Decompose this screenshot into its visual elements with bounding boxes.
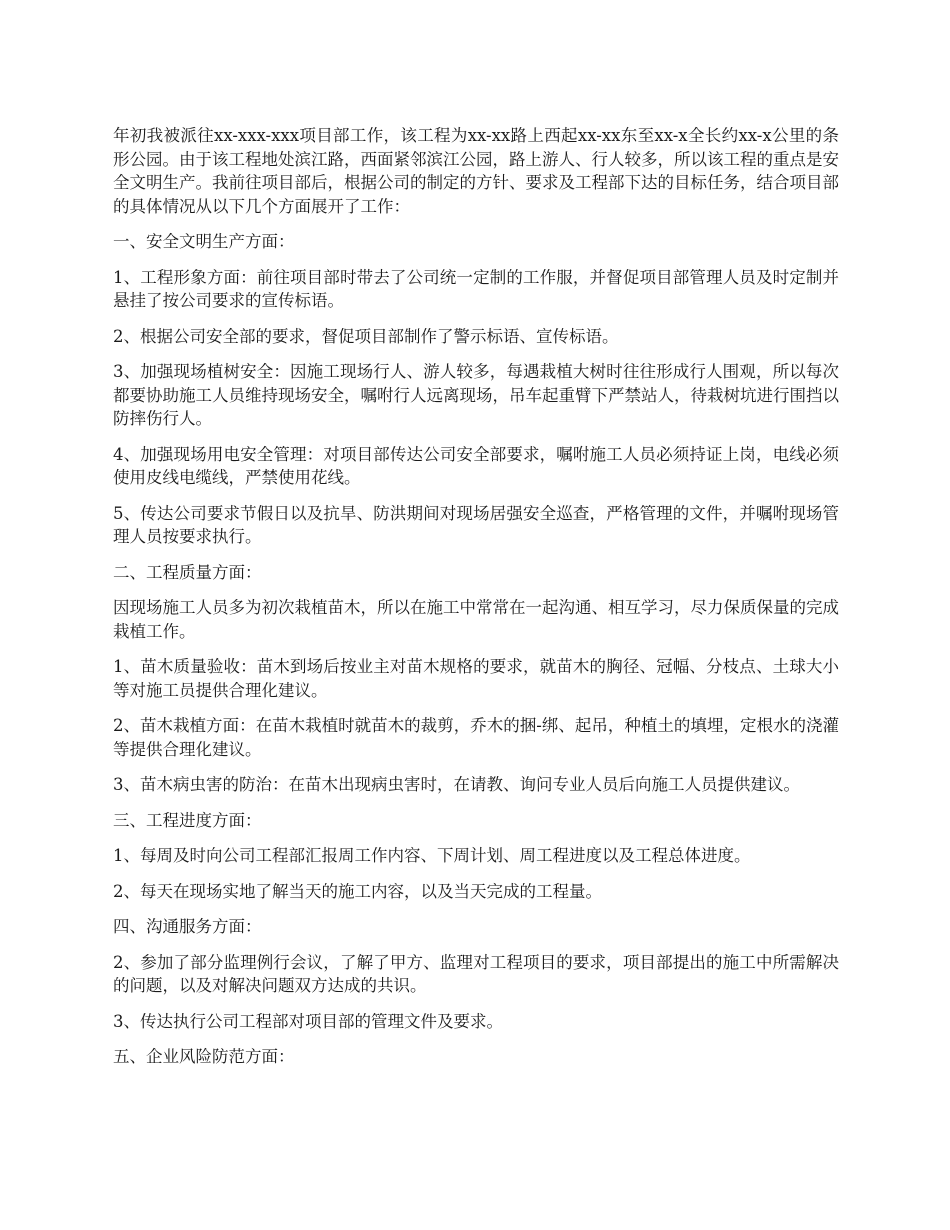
paragraph: 3、传达执行公司工程部对项目部的管理文件及要求。 [113, 1011, 503, 1031]
paragraph: 2、苗木栽植方面：在苗木栽植时就苗木的裁剪，乔木的捆-绑、起吊，种植土的填埋，定根水的浇灌等提供合理化建议。 [113, 716, 839, 759]
document-body [113, 124, 839, 1081]
section-heading-communication: 四、沟通服务方面： [113, 917, 262, 936]
paragraph: 3、加强现场植树安全：因施工现场行人、游人较多，每遇栽植大树时往往形成行人围观，所以每次都要协助施工人员维持现场安全，嘱咐行人远离现场，吊车起重臂下严禁站人，待栽树坑进行围挡以防摔伤行人。 [113, 362, 839, 428]
intro-paragraph: 年初我被派往xx-xxx-xxx项目部工作，该工程为xx-xx路上西起xx-xx东至xx-x全长约xx-x公里的条形公园。由于该工程地处滨江路，西面紧邻滨江公园，路上游人、行人较多，所以该工程的重点是安全文明生产。我前往项目部后，根据公司的制定的方针、要求及工程部下达的目标任务，结合项目部的具体情况从以下几个方面展开了工作： [113, 126, 839, 216]
paragraph: 因现场施工人员多为初次栽植苗木，所以在施工中常常在一起沟通、相互学习，尽力保质保量的完成栽植工作。 [113, 598, 839, 641]
section-heading-risk: 五、企业风险防范方面： [113, 1047, 295, 1066]
paragraph: 2、参加了部分监理例行会议，了解了甲方、监理对工程项目的要求，项目部提出的施工中所需解决的问题，以及对解决问题双方达成的共识。 [113, 952, 839, 995]
section-heading-quality: 二、工程质量方面： [113, 562, 262, 582]
paragraph: 3、苗木病虫害的防治：在苗木出现病虫害时，在请教、询问专业人员后向施工人员提供建议。 [113, 775, 800, 794]
paragraph: 4、加强现场用电安全管理：对项目部传达公司安全部要求，嘱咐施工人员必须持证上岗，电线必须使用皮线电缆线，严禁使用花线。 [113, 444, 839, 487]
paragraph: 1、每周及时向公司工程部汇报周工作内容、下周计划、周工程进度以及工程总体进度。 [113, 846, 751, 865]
paragraph: 1、工程形象方面：前往项目部时带去了公司统一定制的工作服，并督促项目部管理人员及时定制并悬挂了按公司要求的宣传标语。 [113, 267, 839, 310]
section-heading-safety: 一、安全文明生产方面： [113, 232, 295, 251]
paragraph: 2、每天在现场实地了解当天的施工内容，以及当天完成的工程量。 [113, 881, 602, 901]
paragraph: 1、苗木质量验收：苗木到场后按业主对苗木规格的要求，就苗木的胸径、冠幅、分枝点、土球大小等对施工员提供合理化建议。 [113, 657, 839, 700]
paragraph: 2、根据公司安全部的要求，督促项目部制作了警示标语、宣传标语。 [113, 326, 619, 346]
section-heading-progress: 三、工程进度方面： [113, 810, 262, 830]
paragraph: 5、传达公司要求节假日以及抗旱、防洪期间对现场居强安全巡查，严格管理的文件，并嘱咐现场管理人员按要求执行。 [113, 503, 839, 546]
